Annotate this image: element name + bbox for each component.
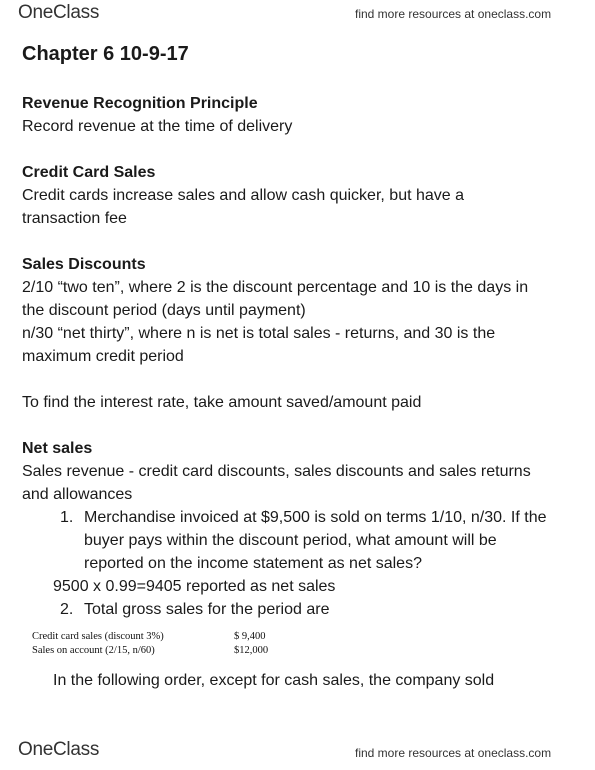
section-heading-credit: Credit Card Sales: [22, 164, 156, 181]
paragraph-line: Credit cards increase sales and allow cash quicker, but have a: [22, 187, 465, 204]
oneclass-logo[interactable]: OneClass: [18, 2, 100, 23]
paragraph-line: n/30 “net thirty”, where n is net is total sales - returns, and 30 is the: [22, 325, 496, 342]
paragraph-line: and allowances: [22, 486, 133, 503]
oneclass-logo[interactable]: OneClass: [18, 739, 100, 760]
section-heading-discounts: Sales Discounts: [22, 256, 146, 273]
section-heading-net-sales: Net sales: [22, 440, 93, 457]
document-body: [22, 40, 582, 692]
paragraph-line: Record revenue at the time of delivery: [22, 118, 293, 135]
table-row: [32, 630, 582, 644]
resources-link[interactable]: find more resources at oneclass.com: [355, 7, 552, 21]
list-item-line: reported on the income statement as net sales?: [84, 555, 422, 572]
table-cell-label: Credit card sales (discount 3%): [32, 631, 164, 642]
paragraph-line: In the following order, except for cash sales, the company sold: [53, 672, 495, 689]
table-cell-value: $12,000: [234, 645, 269, 656]
page-title: Chapter 6 10-9-17: [22, 43, 189, 65]
list-item-line: buyer pays within the discount period, what amount will be: [84, 532, 497, 549]
paragraph-line: the discount period (days until payment): [22, 302, 306, 319]
answer-line: 9500 x 0.99=9405 reported as net sales: [53, 578, 336, 595]
sales-table: [32, 630, 582, 658]
table-cell-value: $ 9,400: [234, 631, 266, 642]
section-heading-revenue: Revenue Recognition Principle: [22, 95, 258, 112]
table-cell-label: Sales on account (2/15, n/60): [32, 645, 155, 656]
paragraph-line: To find the interest rate, take amount saved/amount paid: [22, 394, 422, 411]
paragraph-line: Sales revenue - credit card discounts, sales discounts and sales returns: [22, 463, 531, 480]
list-item: [22, 598, 582, 621]
resources-link[interactable]: find more resources at oneclass.com: [355, 746, 552, 760]
list-number: 2.: [60, 601, 74, 618]
table-row: [32, 644, 582, 658]
paragraph-line: transaction fee: [22, 210, 127, 227]
list-item-line: Merchandise invoiced at $9,500 is sold on terms 1/10, n/30. If the: [84, 509, 547, 526]
list-item: [22, 506, 582, 575]
paragraph-line: 2/10 “two ten”, where 2 is the discount percentage and 10 is the days in: [22, 279, 529, 296]
paragraph-line: maximum credit period: [22, 348, 184, 365]
list-item-line: Total gross sales for the period are: [84, 601, 330, 618]
list-number: 1.: [60, 509, 74, 526]
